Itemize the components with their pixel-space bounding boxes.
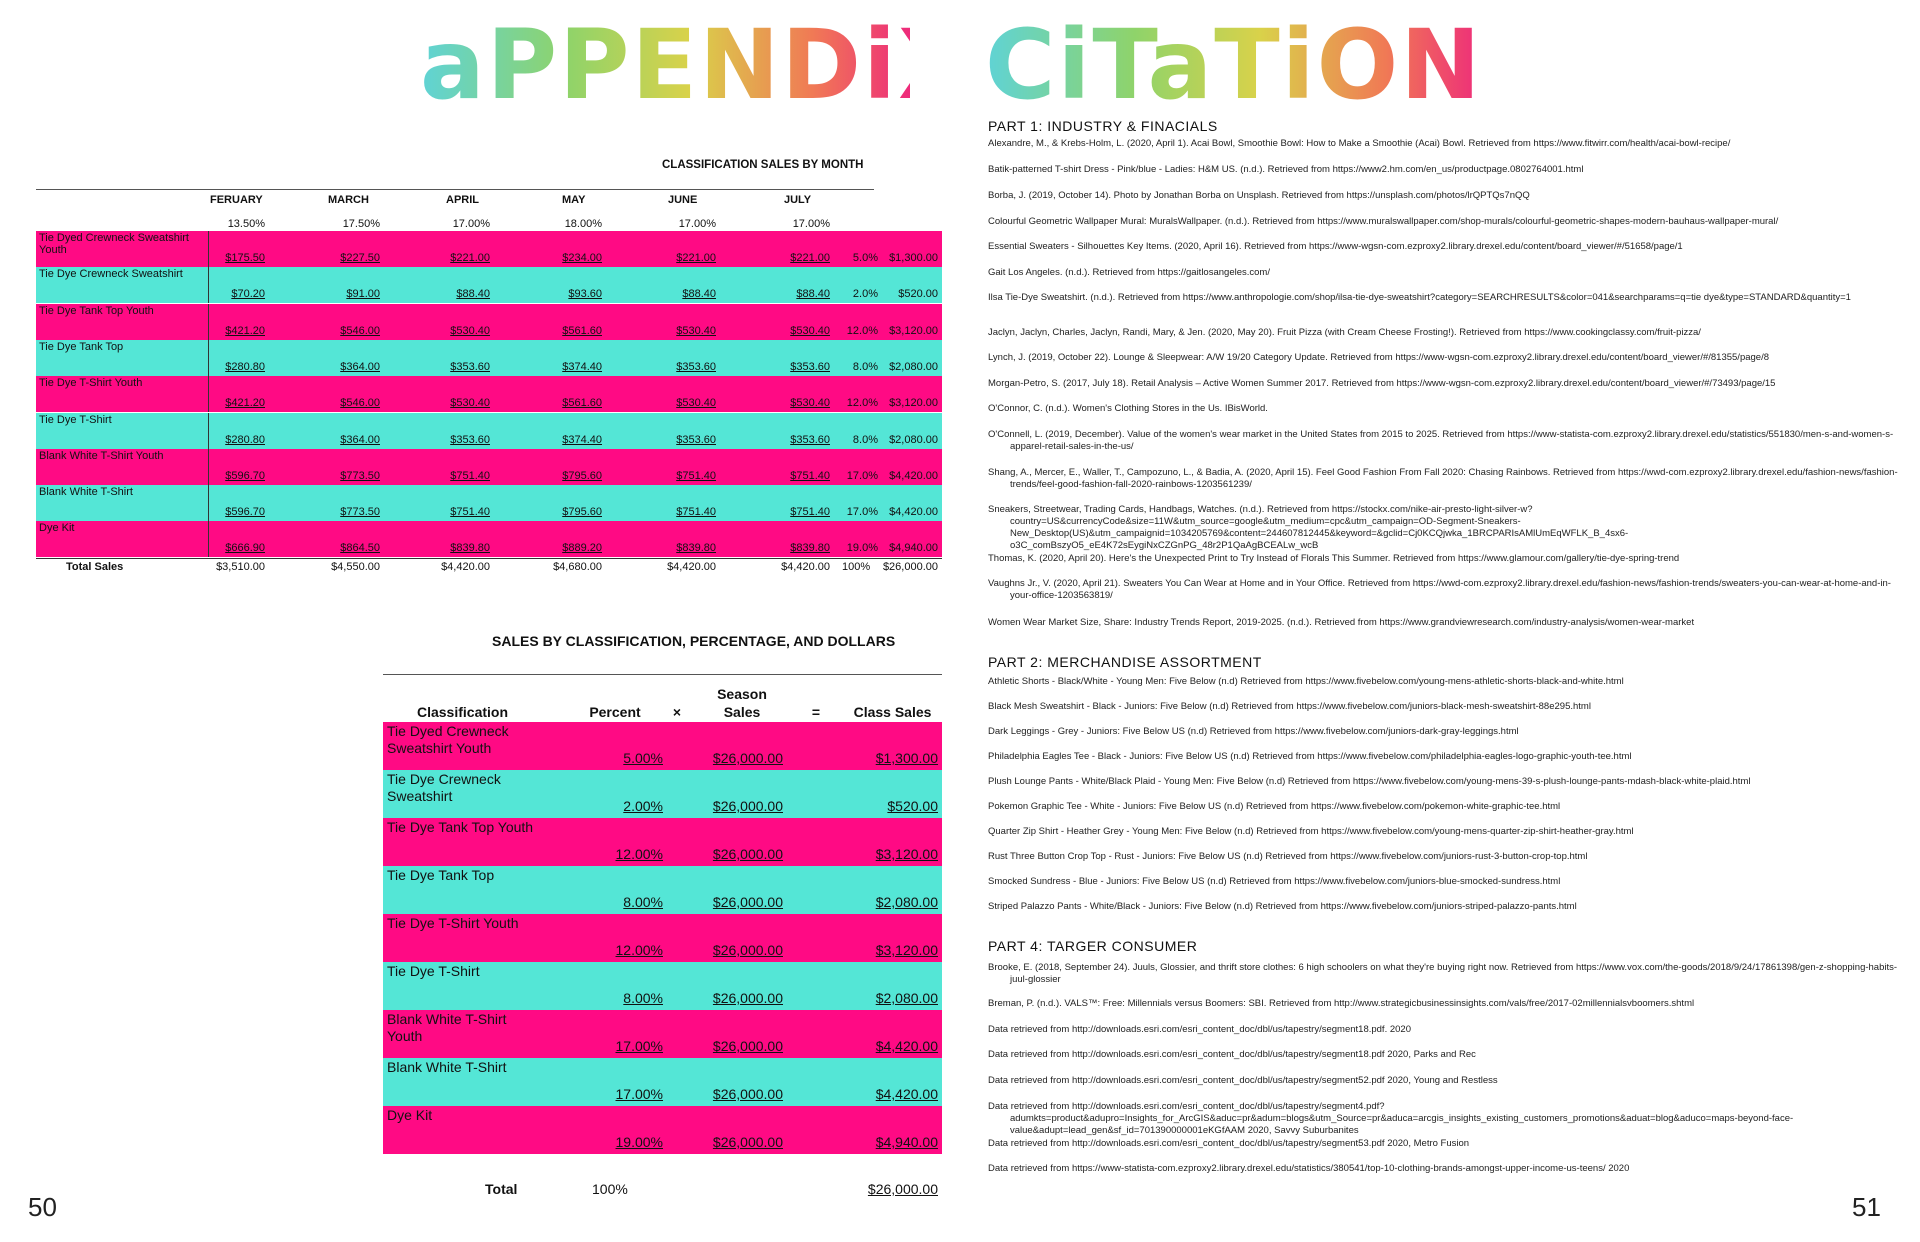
month-value: $751.40 [450, 506, 490, 519]
appendix-heading: aPPENDiX [420, 9, 975, 121]
table-row [383, 866, 942, 914]
month-value: $421.20 [225, 324, 265, 337]
month-value: $530.40 [676, 397, 716, 410]
row-percent: 17.0% [846, 469, 878, 482]
citation-entry: Striped Palazzo Pants - White/Black - Juniors: Five Below (n.d) Retrieved from https://www.fivebelow.com/juniors-striped-palazzo-pants.html [988, 901, 1577, 912]
month-value: $353.60 [450, 360, 490, 373]
total-sales: $26,000.00 [867, 1181, 938, 1197]
month-value: $839.80 [676, 542, 716, 555]
row-total: $2,080.00 [889, 433, 938, 446]
month-value: $751.40 [450, 469, 490, 482]
month-value: $596.70 [225, 506, 265, 519]
citation-entry: Jaclyn, Jaclyn, Charles, Jaclyn, Randi, Mary, & Jen. (2020, May 20). Fruit Pizza (with Cream Cheese Frosting!). Retrieved from https://www.cookingclassy.com/fruit-pizza/ [988, 327, 1701, 338]
row-season-sales: $26,000.00 [712, 894, 783, 910]
table-row [36, 376, 942, 412]
header-equals: = [811, 704, 821, 720]
month-value: $546.00 [340, 397, 380, 410]
table-row [36, 413, 942, 449]
month-value: $839.80 [790, 542, 830, 555]
table-row [36, 521, 942, 557]
citation-entry: Brooke, E. (2018, September 24). Juuls, Glossier, and thrift store clothes: 6 high schoolers on what they're buying right now. Retrieved from https://www.vox.com/the-goods/2018/9/24/17861398/gen-z-shopping-habits-juul-glossier [988, 962, 1898, 985]
row-class-sales: $520.00 [887, 798, 938, 814]
month-percent: 17.00% [452, 218, 490, 230]
citation-entry: Philadelphia Eagles Tee - Black - Juniors: Five Below US (n.d) Retrieved from https://www.fivebelow.com/philadelphia-eagles-logo-graphic-youth-tee.html [988, 751, 1632, 762]
total-sales-value: $4,680.00 [553, 561, 602, 573]
row-total: $4,420.00 [889, 469, 938, 482]
row-total: $3,120.00 [889, 397, 938, 410]
section-title: PART 1: INDUSTRY & FINACIALS [988, 118, 1218, 134]
row-percent: 8.0% [852, 360, 878, 373]
citation-entry: Data retrieved from https://www-statista-com.ezproxy2.library.drexel.edu/statistics/380541/top-10-clothing-brands-amongst-upper-income-us-teens/ 2020 [988, 1163, 1630, 1174]
citation-entry: Vaughns Jr., V. (2020, April 21). Sweaters You Can Wear at Home and in Your Office. Retrieved from https://wwd-com.ezproxy2.library.drexel.edu/fashion-news/fashion-trends/sweaters-you-can-wear-at-home-and-in-your-office-1203563819/ [988, 578, 1891, 601]
citation-entry: Women Wear Market Size, Share: Industry Trends Report, 2019-2025. (n.d.). Retrieved from https://www.grandviewresearch.com/industry-analysis/women-wear-market [988, 617, 1695, 628]
table-row [383, 1058, 942, 1106]
row-class-sales: $2,080.00 [875, 990, 938, 1006]
row-percent: 5.00% [623, 750, 663, 766]
month-percent: 18.00% [564, 218, 602, 230]
citation-entry: Athletic Shorts - Black/White - Young Men: Five Below (n.d) Retrieved from https://www.fivebelow.com/young-mens-athletic-shorts-black-and-white.html [988, 676, 1624, 687]
month-value: $421.20 [225, 397, 265, 410]
row-label: Tie Dye T-Shirt Youth [39, 377, 143, 390]
row-percent: 17.00% [615, 1038, 663, 1054]
row-class-sales: $2,080.00 [875, 894, 938, 910]
row-class-sales: $1,300.00 [875, 750, 938, 766]
month-value: $221.00 [790, 252, 830, 264]
table-row [383, 722, 942, 770]
row-label: Tie Dye T-Shirt [39, 413, 112, 426]
row-season-sales: $26,000.00 [712, 990, 783, 1006]
row-season-sales: $26,000.00 [712, 750, 783, 766]
month-value: $364.00 [340, 360, 380, 373]
month-header: JUNE [668, 194, 698, 206]
citation-entry: Data retrieved from http://downloads.esri.com/esri_content_doc/dbl/us/tapestry/segment53.pdf 2020, Metro Fusion [988, 1138, 1470, 1149]
citation-entry: Smocked Sundress - Blue - Juniors: Five Below US (n.d) Retrieved from https://www.fivebelow.com/juniors-blue-smocked-sundress.html [988, 876, 1561, 887]
row-season-sales: $26,000.00 [712, 942, 783, 958]
citation-entry: Black Mesh Sweatshirt - Black - Juniors: Five Below (n.d) Retrieved from https://www.fivebelow.com/juniors-black-mesh-sweatshirt-88e295.html [988, 701, 1591, 712]
month-value: $751.40 [676, 469, 716, 482]
citation-entry: Dark Leggings - Grey - Juniors: Five Below US (n.d) Retrieved from https://www.fivebelow.com/juniors-dark-gray-leggings.html [988, 726, 1519, 737]
table-row [383, 1106, 942, 1154]
month-value: $596.70 [225, 469, 265, 482]
citation-entry: Gait Los Angeles. (n.d.). Retrieved from https://gaitlosangeles.com/ [988, 267, 1270, 278]
row-label: Blank White T-Shirt Youth [39, 449, 164, 462]
month-value: $353.60 [676, 360, 716, 373]
header-classification: Classification [416, 704, 509, 720]
month-percent: 13.50% [227, 218, 265, 230]
row-percent: 8.0% [852, 433, 878, 446]
month-value: $546.00 [340, 324, 380, 337]
month-value: $530.40 [790, 397, 830, 410]
month-value: $234.00 [562, 252, 602, 264]
row-percent: 2.0% [852, 288, 878, 301]
row-label: Blank White T-Shirt [39, 486, 133, 499]
row-class-sales: $4,420.00 [875, 1038, 938, 1054]
row-label: Tie Dye T-Shirt Youth [387, 915, 519, 931]
citation-entry: Breman, P. (n.d.). VALS™: Free: Millennials versus Boomers: SBI. Retrieved from http://www.strategicbusinessinsights.com/vals/free/2017-02millennialsvboomers.shtml [988, 998, 1695, 1009]
row-season-sales: $26,000.00 [712, 1086, 783, 1102]
total-sales-value: $4,550.00 [331, 561, 380, 573]
row-total: $4,940.00 [889, 542, 938, 555]
sales-by-classification-title: SALES BY CLASSIFICATION, PERCENTAGE, AND DOLLARS [492, 633, 896, 649]
row-total: $4,420.00 [889, 506, 938, 519]
month-value: $530.40 [450, 324, 490, 337]
month-value: $88.40 [456, 288, 490, 301]
citation-entry: Plush Lounge Pants - White/Black Plaid - Young Men: Five Below (n.d) Retrieved from https://www.fivebelow.com/young-mens-39-s-plush-lounge-pants-mdash-black-white-plaid.html [988, 776, 1751, 787]
row-label: Tie Dye T-Shirt [387, 963, 480, 979]
row-season-sales: $26,000.00 [712, 846, 783, 862]
row-total: $1,300.00 [889, 252, 938, 264]
total-sales-value: $4,420.00 [781, 561, 830, 573]
month-value: $353.60 [676, 433, 716, 446]
month-value: $88.40 [796, 288, 830, 301]
month-value: $530.40 [790, 324, 830, 337]
row-label: Tie Dyed Crewneck Sweatshirt Youth [387, 723, 509, 756]
total-percent: 100% [842, 561, 871, 573]
row-percent: 12.00% [615, 846, 663, 862]
row-percent: 8.00% [623, 990, 663, 1006]
page-number-left: 50 [28, 1192, 57, 1222]
table-row [36, 485, 942, 521]
total-sales-value: $4,420.00 [441, 561, 490, 573]
row-percent: 12.0% [846, 397, 878, 410]
month-value: $221.00 [450, 252, 490, 264]
month-value: $666.90 [225, 542, 265, 555]
month-value: $773.50 [340, 469, 380, 482]
month-value: $353.60 [450, 433, 490, 446]
row-label: Tie Dye Crewneck Sweatshirt [39, 268, 183, 281]
citation-entry: Borba, J. (2019, October 14). Photo by Jonathan Borba on Unsplash. Retrieved from https://unsplash.com/photos/lrQPTQs7nQQ [988, 190, 1530, 201]
citation-entry: Data retrieved from http://downloads.esri.com/esri_content_doc/dbl/us/tapestry/segment52.pdf 2020, Young and Restless [988, 1075, 1498, 1086]
month-value: $864.50 [340, 542, 380, 555]
citation-entry: Shang, A., Mercer, E., Waller, T., Campozuno, L., & Badia, A. (2020, April 15). Feel Good Fashion From Fall 2020: Chasing Rainbows. Retrieved from https://wwd-com.ezproxy2.library.drexel.edu/fashion-news/fashion-trends/feel-good-fashion-fall-2020-rainbows-1203561239/ [988, 467, 1898, 490]
month-value: $561.60 [562, 324, 602, 337]
row-class-sales: $4,940.00 [875, 1134, 938, 1150]
row-percent: 5.0% [852, 252, 878, 264]
citation-entry: Quarter Zip Shirt - Heather Grey - Young Men: Five Below (n.d) Retrieved from https://www.fivebelow.com/young-mens-quarter-zip-shirt-heather-gray.html [988, 826, 1634, 837]
table-row [383, 818, 942, 866]
grand-total: $26,000.00 [882, 561, 938, 573]
month-header: APRIL [446, 194, 479, 206]
total-rule [36, 558, 942, 559]
citation-entry: Ilsa Tie-Dye Sweatshirt. (n.d.). Retrieved from https://www.anthropologie.com/shop/ilsa-tie-dye-sweatshirt?category=SEARCHRESULTS&color=041&searchparams=q=tie dye&type=STANDARD&quantity=1 [988, 292, 1851, 303]
citation-entry: Data retrieved from http://downloads.esri.com/esri_content_doc/dbl/us/tapestry/segment4.pdf?adumkts=product&adupro=Insights_for_ArcGIS&aduc=pr&adum=blogs&utm_Source=pr&aduca=arcgis_insights_existing_customers_promotions&aduat=blog&aduco=maps-beyond-face-value&adupt=lead_gen&sf_id=701390000001eKGfAAM 2020, Savvy Suburbanites [988, 1101, 1794, 1136]
header-season: Season [717, 686, 767, 702]
section-title: PART 2: MERCHANDISE ASSORTMENT [988, 654, 1262, 670]
citation-entry: Morgan-Petro, S. (2017, July 18). Retail Analysis – Active Women Summer 2017. Retrieved from https://www-wgsn-com.ezproxy2.library.drexel.edu/content/board_viewer/#/73493/page/15 [988, 378, 1776, 389]
month-value: $751.40 [790, 469, 830, 482]
table-row [36, 340, 942, 376]
table-row [383, 770, 942, 818]
month-value: $773.50 [340, 506, 380, 519]
citation-entry: Lynch, J. (2019, October 22). Lounge & Sleepwear: A/W 19/20 Category Update. Retrieved from https://www-wgsn-com.ezproxy2.library.drexel.edu/content/board_viewer/#/81355/page/8 [988, 352, 1769, 363]
month-value: $91.00 [346, 288, 380, 301]
row-class-sales: $3,120.00 [875, 942, 938, 958]
month-percent: 17.50% [342, 218, 380, 230]
month-value: $530.40 [676, 324, 716, 337]
month-value: $280.80 [225, 433, 265, 446]
month-value: $795.60 [562, 506, 602, 519]
table-row [36, 449, 942, 485]
table-row [36, 267, 942, 303]
row-label: Tie Dye Crewneck Sweatshirt [387, 771, 501, 804]
row-total: $3,120.00 [889, 324, 938, 337]
row-label: Dye Kit [39, 522, 75, 535]
table-row [383, 962, 942, 1010]
row-label: Tie Dye Tank Top [39, 340, 124, 353]
month-value: $795.60 [562, 469, 602, 482]
row-percent: 2.00% [623, 798, 663, 814]
month-header: MAY [562, 194, 586, 206]
classification-sales-title: CLASSIFICATION SALES BY MONTH [662, 159, 864, 171]
row-label: Tie Dyed Crewneck Sweatshirt Youth [39, 232, 189, 256]
month-value: $364.00 [340, 433, 380, 446]
citations-heading: CiTaTiONS [985, 9, 1554, 121]
month-header: MARCH [328, 194, 369, 206]
month-value: $93.60 [568, 288, 602, 301]
row-percent: 17.0% [846, 506, 878, 519]
row-label: Tie Dye Tank Top Youth [39, 304, 154, 317]
month-value: $751.40 [676, 506, 716, 519]
row-total: $520.00 [898, 288, 938, 301]
row-percent: 19.00% [615, 1134, 663, 1150]
month-value: $70.20 [231, 288, 265, 301]
header-class-sales: Class Sales [853, 704, 932, 720]
total-percent: 100% [592, 1181, 628, 1197]
citation-entry: Batik-patterned T-shirt Dress - Pink/blue - Ladies: H&M US. (n.d.). Retrieved from https://www2.hm.com/en_us/productpage.0802764001.html [988, 164, 1584, 175]
citation-entry: O'Connell, L. (2019, December). Value of the women's wear market in the United States from 2015 to 2025. Retrieved from https://www-statista-com.ezproxy2.library.drexel.edu/statistics/551830/men-s-and-women-s-apparel-retail-sales-in-the-us/ [988, 429, 1894, 452]
month-value: $227.50 [340, 252, 380, 264]
total-sales-value: $4,420.00 [667, 561, 716, 573]
month-percent: 17.00% [792, 218, 830, 230]
month-value: $751.40 [790, 506, 830, 519]
row-percent: 8.00% [623, 894, 663, 910]
row-label: Dye Kit [387, 1107, 433, 1123]
citation-entry: Alexandre, M., & Krebs-Holm, L. (2020, April 1). Acai Bowl, Smoothie Bowl: How to Make a Smoothie (Acai) Bowl. Retrieved from https://www.fitwirr.com/health/acai-bowl-recipe/ [988, 138, 1731, 149]
row-label: Blank White T-Shirt Youth [387, 1011, 507, 1044]
row-class-sales: $4,420.00 [875, 1086, 938, 1102]
row-label: Tie Dye Tank Top Youth [387, 819, 534, 835]
row-percent: 12.00% [615, 942, 663, 958]
citation-entry: Pokemon Graphic Tee - White - Juniors: Five Below US (n.d) Retrieved from https://www.fivebelow.com/pokemon-white-graphic-tee.html [988, 801, 1561, 812]
table-row [36, 304, 942, 340]
table-row [383, 914, 942, 962]
month-header: FERUARY [210, 194, 263, 206]
month-value: $839.80 [450, 542, 490, 555]
total-sales-value: $3,510.00 [216, 561, 265, 573]
row-total: $2,080.00 [889, 360, 938, 373]
month-value: $175.50 [225, 252, 265, 264]
citation-entry: Data retrieved from http://downloads.esri.com/esri_content_doc/dbl/us/tapestry/segment18.pdf 2020, Parks and Rec [988, 1049, 1476, 1060]
month-percent: 17.00% [678, 218, 716, 230]
citation-entry: Essential Sweaters - Silhouettes Key Items. (2020, April 16). Retrieved from https://www-wgsn-com.ezproxy2.library.drexel.edu/content/board_viewer/#/51658/page/1 [988, 241, 1683, 252]
citation-entry: Data retrieved from http://downloads.esri.com/esri_content_doc/dbl/us/tapestry/segment18.pdf. 2020 [988, 1024, 1411, 1035]
month-value: $374.40 [562, 360, 602, 373]
table-top-rule [36, 189, 874, 190]
row-percent: 19.0% [846, 542, 878, 555]
table-top-rule [383, 674, 942, 675]
row-percent: 17.00% [615, 1086, 663, 1102]
month-value: $353.60 [790, 360, 830, 373]
month-value: $530.40 [450, 397, 490, 410]
citation-entry: Colourful Geometric Wallpaper Mural: MuralsWallpaper. (n.d.). Retrieved from https://www.muralswallpaper.com/shop-murals/colourful-geometric-shapes-modern-bauhaus-wallpaper-mural/ [988, 216, 1779, 227]
total-label: Total [485, 1181, 518, 1197]
citation-entry: Rust Three Button Crop Top - Rust - Juniors: Five Below US (n.d) Retrieved from https://www.fivebelow.com/juniors-rust-3-button-crop-top.html [988, 851, 1588, 862]
month-value: $374.40 [562, 433, 602, 446]
row-percent: 12.0% [846, 324, 878, 337]
table-row [36, 231, 942, 267]
citation-entry: O'Connor, C. (n.d.). Women's Clothing Stores in the Us. IBisWorld. [988, 403, 1268, 414]
month-value: $88.40 [682, 288, 716, 301]
row-class-sales: $3,120.00 [875, 846, 938, 862]
header-times: × [672, 704, 682, 720]
header-percent: Percent [589, 704, 641, 720]
header-sales: Sales [723, 704, 761, 720]
month-value: $561.60 [562, 397, 602, 410]
table-row [383, 1010, 942, 1058]
row-label: Tie Dye Tank Top [387, 867, 495, 883]
month-value: $353.60 [790, 433, 830, 446]
month-header: JULY [784, 194, 812, 206]
month-value: $280.80 [225, 360, 265, 373]
page-number-right: 51 [1852, 1192, 1881, 1222]
citation-entry: Thomas, K. (2020, April 20). Here's the Unexpected Print to Try Instead of Florals This Summer. Retrieved from https://www.glamour.com/gallery/tie-dye-spring-trend [988, 553, 1680, 564]
row-season-sales: $26,000.00 [712, 1134, 783, 1150]
month-value: $221.00 [676, 252, 716, 264]
citation-entry: Sneakers, Streetwear, Trading Cards, Handbags, Watches. (n.d.). Retrieved from https://stockx.com/nike-air-presto-light-silver-w?country=US&currencyCode&size=11W&utm_source=google&utm_medium=cpc&utm_campaign=OD-Segment-Sneakers-New_Desktop(US)&utm_campaignid=1034205769&content=244607812445&keyword=&gclid=Cj0KCQjwka_1BRCPARIsAMlUmEqWFLK_B_4sx6-o3C_comBszyO5_eE4K72sEygiNxCZGnPG_48r2P1QaAgBCEALw_wcB [988, 504, 1629, 551]
month-value: $889.20 [562, 542, 602, 555]
row-season-sales: $26,000.00 [712, 798, 783, 814]
row-label: Blank White T-Shirt [387, 1059, 507, 1075]
section-title: PART 4: TARGER CONSUMER [988, 938, 1198, 954]
total-sales-label: Total Sales [66, 561, 124, 573]
row-season-sales: $26,000.00 [712, 1038, 783, 1054]
